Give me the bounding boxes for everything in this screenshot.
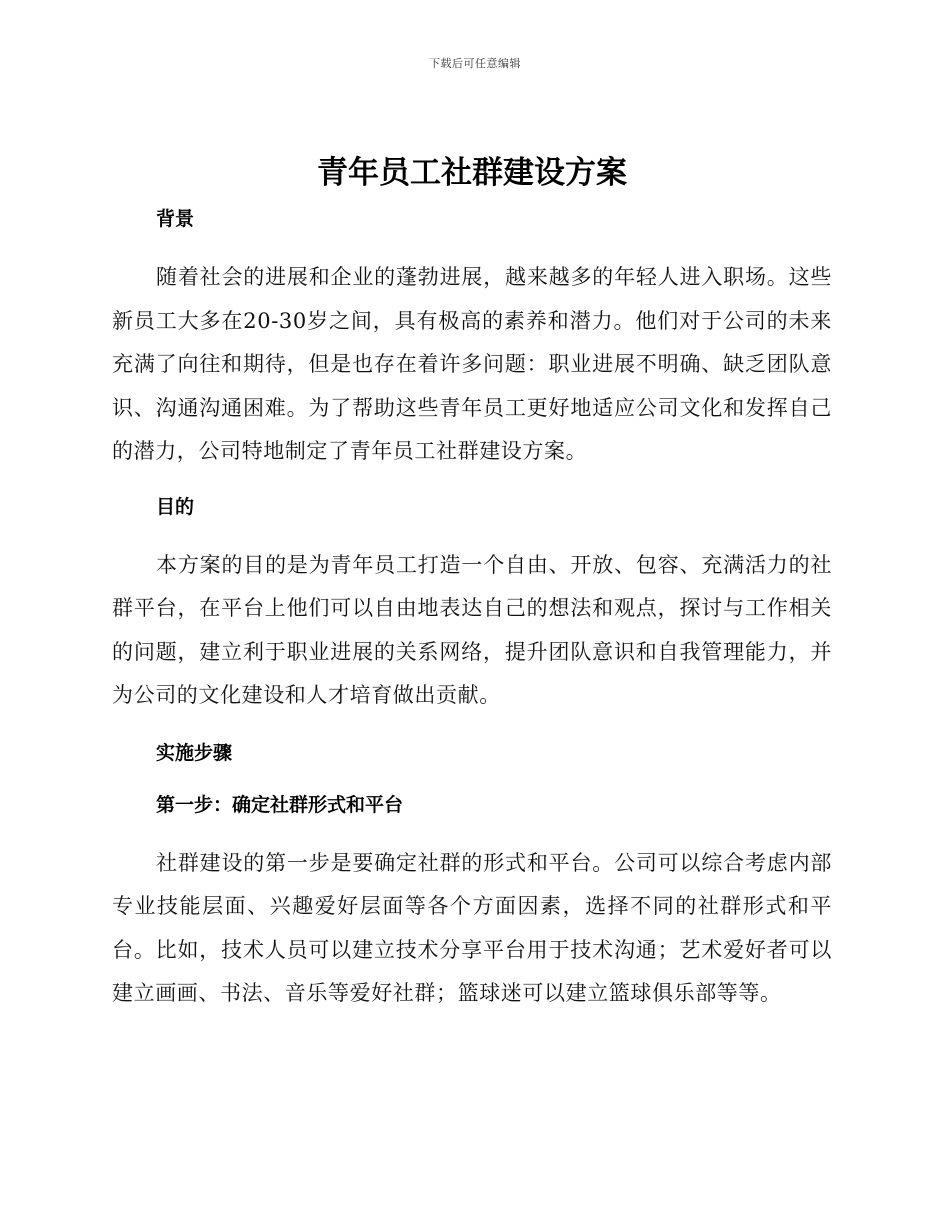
document-body — [112, 148, 832, 1016]
paragraph-step1: 社群建设的第一步是要确定社群的形式和平台。公司可以综合考虑内部专业技能层面、兴趣爱好层面等各个方面因素，选择不同的社群形式和平台。比如，技术人员可以建立技术分享平台用于技术沟通；艺术爱好者可以建立画画、书法、音乐等爱好社群；篮球迷可以建立篮球俱乐部等等。 — [112, 850, 832, 1005]
section-heading-steps: 实施步骤 — [156, 741, 233, 764]
section-heading-purpose: 目的 — [156, 495, 195, 518]
paragraph-purpose: 本方案的目的是为青年员工打造一个自由、开放、包容、充满活力的社群平台，在平台上他们可以自由地表达自己的想法和观点，探讨与工作相关的问题，建立利于职业进展的关系网络，提升团队意识和自我管理能力，并为公司的文化建设和人才培育做出贡献。 — [112, 552, 832, 707]
document-title: 青年员工社群建设方案 — [317, 155, 627, 191]
section-heading-background: 背景 — [156, 208, 195, 230]
paragraph-background: 随着社会的进展和企业的蓬勃进展，越来越多的年轻人进入职场。这些新员工大多在20-30岁之间，具有极高的素养和潜力。他们对于公司的未来充满了向往和期待，但是也存在着许多问题：职业进展不明确、缺乏团队意识、沟通沟通困难。为了帮助这些青年员工更好地适应公司文化和发挥自己的潜力，公司特地制定了青年员工社群建设方案。 — [112, 265, 832, 463]
subsection-heading-step1: 第一步：确定社群形式和平台 — [156, 793, 404, 816]
header-note: 下载后可任意编辑 — [429, 57, 521, 70]
